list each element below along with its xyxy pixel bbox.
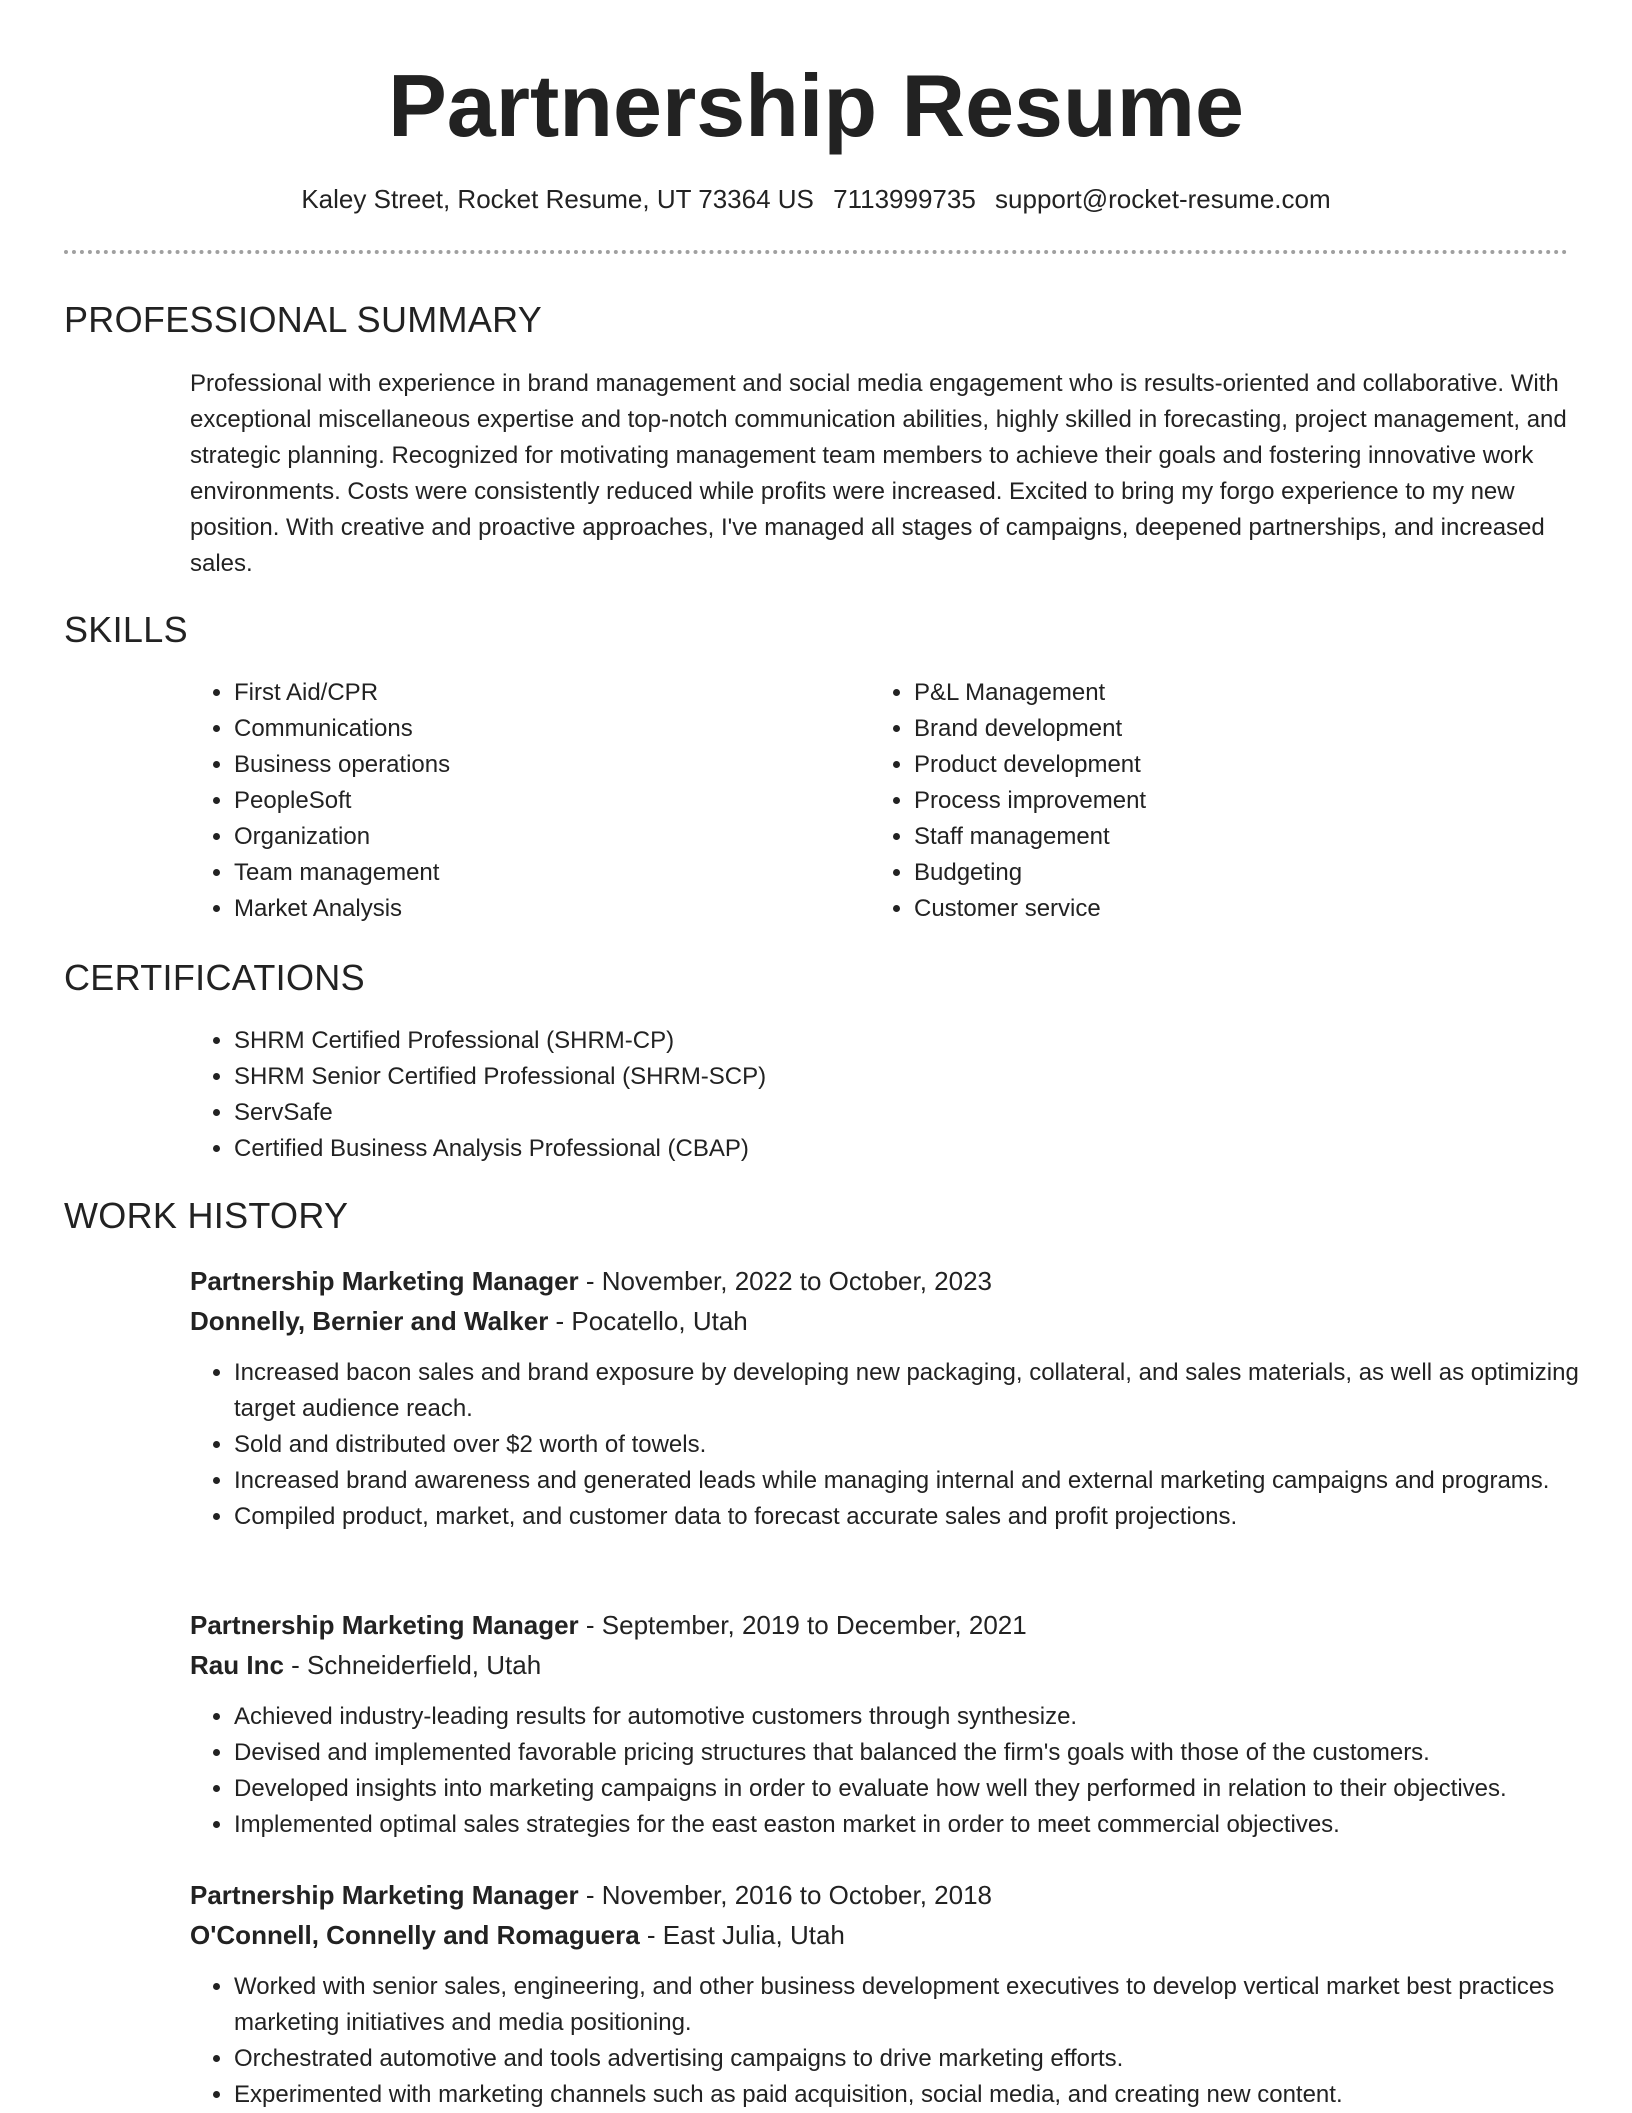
job-location: - East Julia, Utah (639, 1920, 845, 1950)
skill-item: • Business operations (234, 747, 834, 783)
summary-heading: PROFESSIONAL SUMMARY (64, 299, 543, 340)
job-company-line (190, 1645, 541, 1685)
job-bullet: • Orchestrated automotive and tools advertising campaigns to drive marketing efforts. (234, 2041, 1604, 2077)
header-divider (64, 250, 1568, 254)
skill-item: • First Aid/CPR (234, 675, 834, 711)
job-bullet: • Experimented with marketing channels such as paid acquisition, social media, and creating new content. (234, 2077, 1604, 2113)
certification-item: • SHRM Senior Certified Professional (SHRM-SCP) (234, 1059, 1614, 1095)
job-bullet: • Sold and distributed over $2 worth of towels. (234, 1427, 1604, 1463)
certifications-list (190, 1023, 1614, 1167)
skill-item: • Customer service (914, 891, 1564, 927)
job-role: Partnership Marketing Manager (190, 1610, 579, 1640)
job-location: - Schneiderfield, Utah (283, 1650, 542, 1680)
certification-item: • ServSafe (234, 1095, 1614, 1131)
skills-list-left (190, 675, 834, 927)
skill-item: • Product development (914, 747, 1564, 783)
skill-item: • Process improvement (914, 783, 1564, 819)
job-title-line (190, 1875, 992, 1915)
contact-address: Kaley Street, Rocket Resume, UT 73364 US (301, 184, 814, 214)
job-bullet: • Increased bacon sales and brand exposure by developing new packaging, collateral, and sales materials, as well as optimizing target audience reach. (234, 1355, 1604, 1427)
job-company-line (190, 1301, 748, 1341)
summary-text: Professional with experience in brand management and social media engagement who is results-oriented and collaborative. With exceptional miscellaneous expertise and top-notch communication abilities, highly skilled in forecasting, project management, and strategic planning. Recognized for motivating management team members to achieve their goals and fostering innovative work environments. Costs were consistently reduced while profits were increased. Excited to bring my forgo experience to my new position. With creative and proactive approaches, I've managed all stages of campaigns, deepened partnerships, and increased sales. (190, 370, 1567, 577)
job-bullet: • Compiled product, market, and customer data to forecast accurate sales and profit projections. (234, 1499, 1604, 1535)
skills-heading: SKILLS (64, 609, 188, 650)
job-company-line (190, 1915, 845, 1955)
certifications-heading: CERTIFICATIONS (64, 957, 365, 998)
skill-item: • Team management (234, 855, 834, 891)
job-location: - Pocatello, Utah (548, 1306, 748, 1336)
job-bullet: • Worked with senior sales, engineering, and other business development executives to develop vertical market best practices marketing initiatives and media positioning. (234, 1969, 1604, 2041)
skill-item: • Communications (234, 711, 834, 747)
job-bullet: • Implemented optimal sales strategies for the east easton market in order to meet commercial objectives. (234, 1807, 1632, 1843)
job-company: O'Connell, Connelly and Romaguera (190, 1920, 640, 1950)
contact-phone: 7113999735 (833, 184, 976, 214)
job-bullets (190, 1699, 1632, 1843)
skill-item: • Brand development (914, 711, 1564, 747)
job-dates: - November, 2022 to October, 2023 (578, 1266, 993, 1296)
skill-item: • P&L Management (914, 675, 1564, 711)
certification-item: • SHRM Certified Professional (SHRM-CP) (234, 1023, 1614, 1059)
job-bullet: • Devised and implemented favorable pricing structures that balanced the firm's goals with those of the customers. (234, 1735, 1632, 1771)
resume-name: Partnership Resume (388, 56, 1244, 155)
job-title-line (190, 1605, 1027, 1645)
job-role: Partnership Marketing Manager (190, 1880, 579, 1910)
job-bullet: • Increased brand awareness and generated leads while managing internal and external marketing campaigns and programs. (234, 1463, 1604, 1499)
job-role: Partnership Marketing Manager (190, 1266, 579, 1296)
skill-item: • Market Analysis (234, 891, 834, 927)
skill-item: • Budgeting (914, 855, 1564, 891)
work-history-heading: WORK HISTORY (64, 1195, 349, 1236)
job-company: Rau Inc (190, 1650, 284, 1680)
contact-email: support@rocket-resume.com (995, 184, 1331, 214)
skills-list-right (870, 675, 1564, 927)
job-dates: - September, 2019 to December, 2021 (578, 1610, 1027, 1640)
job-company: Donnelly, Bernier and Walker (190, 1306, 549, 1336)
skill-item: • Organization (234, 819, 834, 855)
contact-line (0, 180, 1632, 218)
job-bullets (190, 1969, 1604, 2113)
job-dates: - November, 2016 to October, 2018 (578, 1880, 993, 1910)
certification-item: • Certified Business Analysis Professional (CBAP) (234, 1131, 1614, 1167)
job-bullet: • Developed insights into marketing campaigns in order to evaluate how well they performed in relation to their objectives. (234, 1771, 1632, 1807)
job-bullet: • Achieved industry-leading results for automotive customers through synthesize. (234, 1699, 1632, 1735)
skill-item: • PeopleSoft (234, 783, 834, 819)
job-bullets (190, 1355, 1604, 1535)
job-title-line (190, 1261, 992, 1301)
skill-item: • Staff management (914, 819, 1564, 855)
